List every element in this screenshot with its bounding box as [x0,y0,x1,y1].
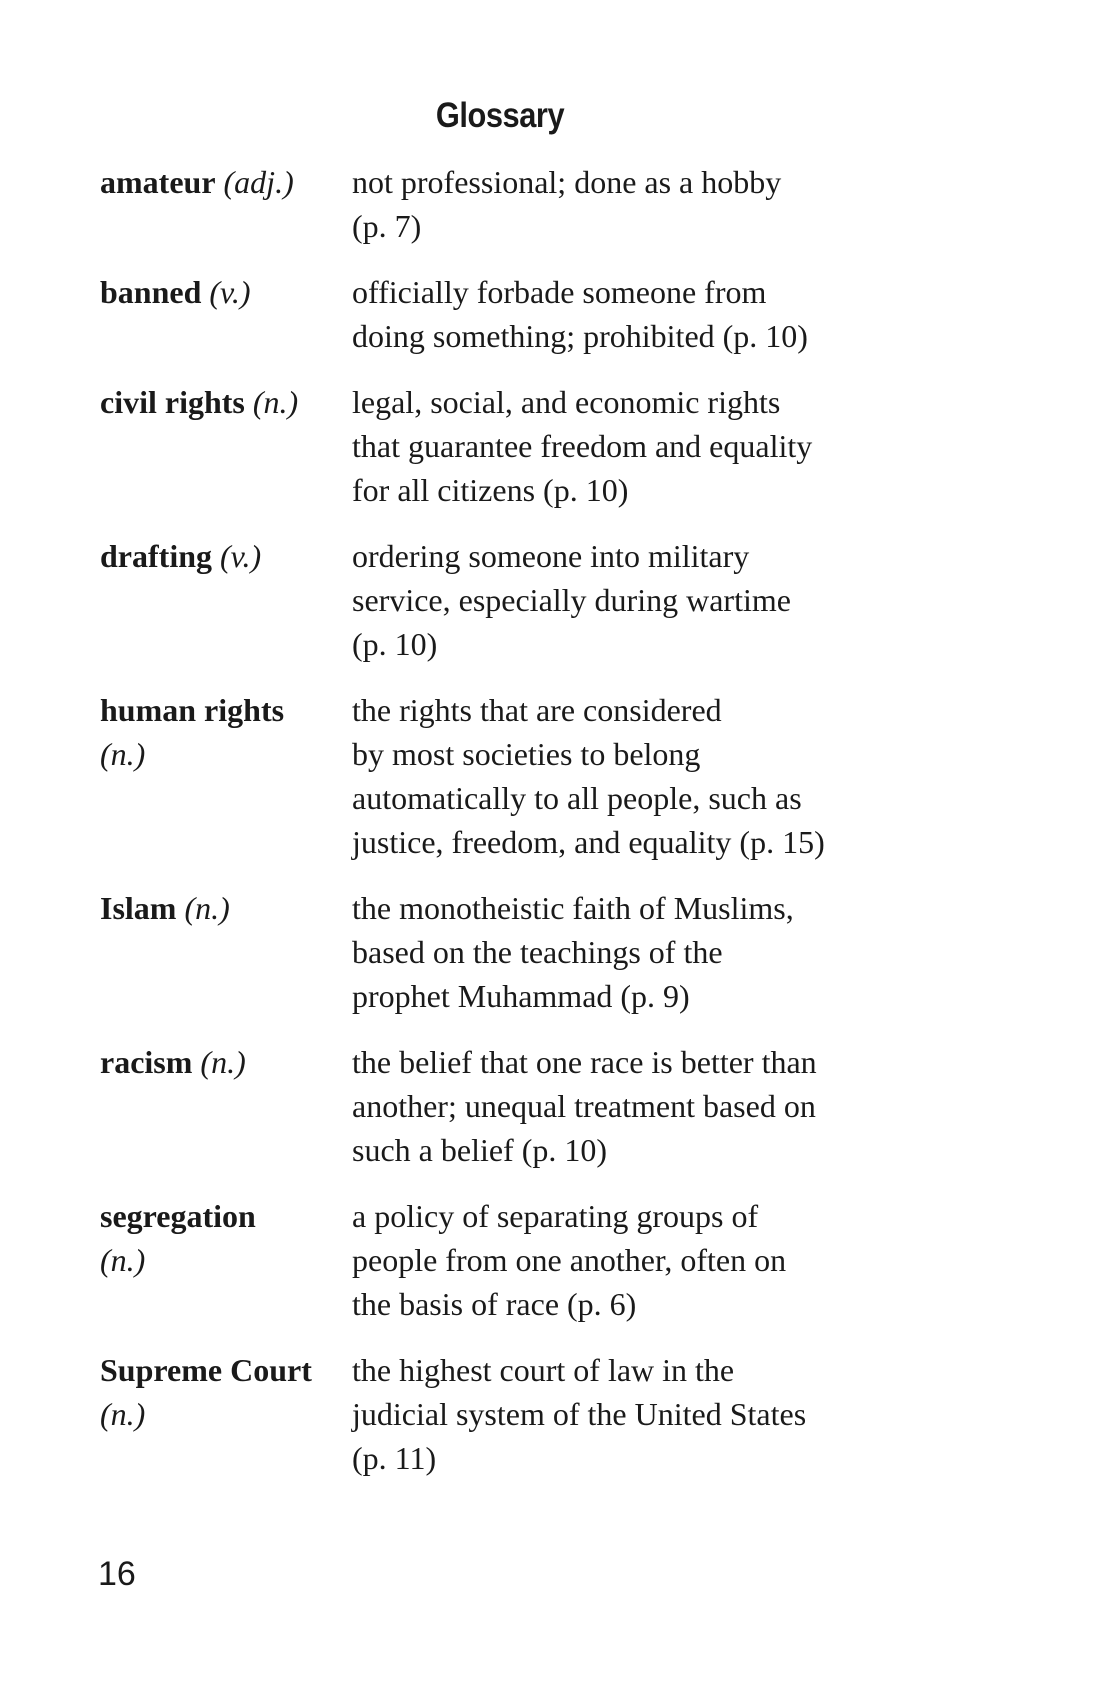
glossary-definition [352,1348,1000,1480]
definition-line: ordering someone into military [352,538,750,574]
page-title: Glossary [435,96,565,135]
definition-line: the monotheistic faith of Muslims, [352,890,794,926]
glossary-entry [100,886,1000,1018]
page-number: 16 [98,1555,136,1593]
definition-line: based on the teachings of the [352,934,723,970]
glossary-entry [100,1348,1000,1480]
glossary-definition [352,886,1000,1018]
definition-line: service, especially during wartime [352,582,791,618]
definition-line: another; unequal treatment based on [352,1088,816,1124]
definition-line: legal, social, and economic rights [352,384,781,420]
term-cell [100,380,352,512]
term-cell [100,270,352,358]
definition-line: the highest court of law in the [352,1352,735,1388]
definition-line: such a belief (p. 10) [352,1132,608,1168]
part-of-speech: (n.) [100,736,146,772]
term-cell [100,1040,352,1172]
glossary-term: banned [100,274,202,310]
glossary-term: human rights [100,692,285,728]
glossary-entry [100,534,1000,666]
glossary-list [100,160,1000,1502]
definition-line: the basis of race (p. 6) [352,1286,637,1322]
definition-line: (p. 7) [352,208,422,244]
definition-line: automatically to all people, such as [352,780,802,816]
glossary-term: racism [100,1044,193,1080]
glossary-definition [352,160,1000,248]
definition-line: (p. 11) [352,1440,437,1476]
glossary-term: Islam [100,890,177,926]
definition-line: people from one another, often on [352,1242,787,1278]
glossary-entry [100,1040,1000,1172]
term-cell [100,160,352,248]
term-cell [100,688,352,864]
glossary-definition [352,1194,1000,1326]
glossary-entry [100,160,1000,248]
glossary-definition [352,270,1000,358]
glossary-term: segregation [100,1198,256,1234]
part-of-speech: (n.) [252,384,299,420]
definition-line: doing something; prohibited (p. 10) [352,318,808,354]
part-of-speech: (n.) [100,1242,146,1278]
part-of-speech: (n.) [184,890,230,926]
definition-line: for all citizens (p. 10) [352,472,629,508]
glossary-term: Supreme Court [100,1352,312,1388]
definition-line: the rights that are considered [352,692,722,728]
glossary-definition [352,534,1000,666]
definition-line: not professional; done as a hobby [352,164,782,200]
definition-line: officially forbade someone from [352,274,767,310]
glossary-definition [352,1040,1000,1172]
term-cell [100,1348,352,1480]
definition-line: (p. 10) [352,626,438,662]
glossary-entry [100,270,1000,358]
part-of-speech: (adj.) [223,164,294,200]
part-of-speech: (v.) [209,274,251,310]
part-of-speech: (v.) [220,538,262,574]
glossary-term: amateur [100,164,216,200]
glossary-entry [100,688,1000,864]
part-of-speech: (n.) [100,1396,146,1432]
definition-line: a policy of separating groups of [352,1198,759,1234]
definition-line: judicial system of the United States [352,1396,807,1432]
glossary-entry [100,380,1000,512]
glossary-term: drafting [100,538,212,574]
glossary-definition [352,380,1000,512]
term-cell [100,1194,352,1326]
glossary-term: civil rights [100,384,245,420]
glossary-definition [352,688,1000,864]
term-cell [100,886,352,1018]
definition-line: the belief that one race is better than [352,1044,817,1080]
definition-line: prophet Muhammad (p. 9) [352,978,690,1014]
part-of-speech: (n.) [200,1044,246,1080]
glossary-entry [100,1194,1000,1326]
definition-line: by most societies to belong [352,736,701,772]
definition-line: justice, freedom, and equality (p. 15) [352,824,825,860]
term-cell [100,534,352,666]
definition-line: that guarantee freedom and equality [352,428,813,464]
